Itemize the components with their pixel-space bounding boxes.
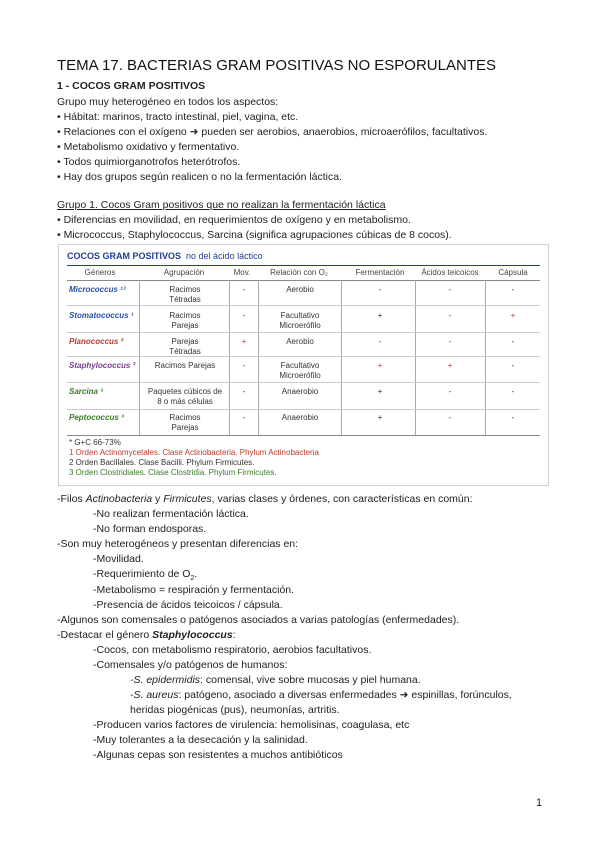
page-number: 1	[536, 797, 543, 809]
table-cell: +	[510, 311, 516, 320]
genus-cell: Peptococcus ³	[69, 413, 124, 422]
table-cell: Racimos Parejas	[169, 311, 201, 330]
table-cell: -	[242, 311, 246, 320]
table-cell: -	[242, 413, 246, 422]
table-cell: -	[378, 337, 382, 346]
table-cell: Racimos Parejas	[169, 413, 201, 432]
table-cell: -	[448, 387, 452, 396]
table-cell: Anaerobio	[281, 387, 319, 396]
intro-text: Grupo muy heterogéneo en todos los aspectos:	[57, 96, 279, 108]
table-cell: +	[377, 387, 383, 396]
group1-bullet: • Micrococcus, Staphylococcus, Sarcina (significa agrupaciones cúbicas de 8 cocos).	[57, 229, 452, 241]
col-header: Agrupación	[163, 268, 205, 277]
table-footnote: 2 Orden Bacillales. Clase Bacilli. Phylum Firmicutes.	[69, 458, 255, 467]
genus-cell: Micrococcus ¹⁾	[69, 285, 125, 294]
table-cell: -	[511, 387, 515, 396]
note-line: -Producen varios factores de virulencia: hemolisinas, coagulasa, etc	[93, 719, 410, 731]
table-cell: +	[447, 361, 453, 370]
table-cell: Aerobio	[286, 285, 314, 294]
table-cell: +	[377, 311, 383, 320]
intro-bullet: • Todos quimiorganotrofos heterótrofos.	[57, 156, 241, 168]
note-line: -Presencia de ácidos teicoicos / cápsula.	[93, 599, 283, 611]
table-cell: -	[242, 285, 246, 294]
note-line: -Algunos son comensales o patógenos asociados a varias patologías (enfermedades).	[57, 614, 460, 626]
group1-bullet: • Diferencias en movilidad, en requerimientos de oxígeno y en metabolismo.	[57, 214, 411, 226]
table-cell: -	[511, 413, 515, 422]
table-cell: Aerobio	[286, 337, 314, 346]
table-cell: -	[242, 361, 246, 370]
col-header: Géneros	[84, 268, 116, 277]
col-header: Ácidos teicoicos	[421, 268, 479, 277]
table-cell: -	[378, 285, 382, 294]
note-line: -Son muy heterogéneos y presentan diferencias en:	[57, 538, 299, 550]
note-line: -No forman endosporas.	[93, 523, 207, 535]
table-heading: COCOS GRAM POSITIVOS no del ácido láctico	[67, 251, 263, 261]
note-line: -Destacar el género Staphylococcus:	[57, 629, 236, 641]
col-header: Mov.	[233, 268, 251, 277]
note-line: -Muy tolerantes a la desecación y la salinidad.	[93, 734, 308, 746]
genus-cell: Stomatococcus ¹	[69, 311, 134, 320]
table-cell: Anaerobio	[281, 413, 319, 422]
table-cell: -	[242, 387, 246, 396]
note-line: -S. aureus: patógeno, asociado a diversas enfermedades ➜ espinillas, forúnculos,	[130, 689, 512, 701]
note-line: -S. epidermidis: comensal, vive sobre mucosas y piel humana.	[130, 674, 421, 686]
note-line: -Filos Actinobacteria y Firmicutes, varias clases y órdenes, con características en común:	[57, 493, 473, 505]
table-cell: -	[511, 285, 515, 294]
table-footnote: 3 Orden Clostridiales. Clase Clostridia. Phylum Firmicutes.	[69, 468, 277, 477]
col-header: Cápsula	[498, 268, 528, 277]
note-line: -Cocos, con metabolismo respiratorio, aerobios facultativos.	[93, 644, 372, 656]
intro-bullet: • Relaciones con el oxígeno ➜ pueden ser aerobios, anaerobios, microaerófilos, facultativos.	[57, 126, 488, 138]
note-line: -Metabolismo = respiración y fermentación.	[93, 584, 295, 596]
note-line: -Comensales y/o patógenos de humanos:	[93, 659, 288, 671]
table-cell: -	[448, 413, 452, 422]
group1-heading: Grupo 1. Cocos Gram positivos que no realizan la fermentación láctica	[57, 199, 386, 211]
note-line: -Requerimiento de $O_2$.	[93, 568, 198, 583]
table-cell: -	[511, 337, 515, 346]
table-footnote: 1 Orden Actinomycetales. Clase Actinobacteria. Phylum Actinobacteria	[69, 448, 319, 457]
table-cell: Racimos Tétradas	[169, 285, 201, 304]
note-line: -Algunas cepas son resistentes a muchos antibióticos	[93, 749, 343, 761]
table-cell: +	[241, 337, 247, 346]
intro-bullet: • Hábitat: marinos, tracto intestinal, piel, vagina, etc.	[57, 111, 299, 123]
intro-bullet: • Hay dos grupos según realicen o no la fermentación láctica.	[57, 171, 343, 183]
note-line: -No realizan fermentación láctica.	[93, 508, 249, 520]
page-title: TEMA 17. BACTERIAS GRAM POSITIVAS NO ESPORULANTES	[57, 57, 496, 74]
section-heading: 1 - COCOS GRAM POSITIVOS	[57, 80, 206, 92]
table-cell: Paquetes cúbicos de 8 o más células	[147, 387, 223, 406]
table-cell: -	[511, 361, 515, 370]
table-cell: -	[448, 285, 452, 294]
table-cell: +	[377, 361, 383, 370]
table-cell: Parejas Tétradas	[169, 337, 201, 356]
table-cell: -	[448, 337, 452, 346]
table-cell: Racimos Parejas	[154, 361, 216, 370]
note-line: heridas piogénicas (pus), neumonías, artritis.	[130, 704, 340, 716]
intro-bullet: • Metabolismo oxidativo y fermentativo.	[57, 141, 240, 153]
col-header: Fermentación	[355, 268, 405, 277]
table-cell: Facultativo Microerófilo	[279, 311, 321, 330]
table-cell: -	[448, 311, 452, 320]
table-cell: +	[377, 413, 383, 422]
note-line: -Movilidad.	[93, 553, 144, 565]
genus-cell: Staphylococcus ²	[69, 361, 136, 370]
table-cell: Facultativo Microerófilo	[279, 361, 321, 380]
genus-cell: Planococcus ²	[69, 337, 124, 346]
classification-table	[58, 244, 549, 486]
col-header: Relación con O₂	[270, 268, 328, 277]
genus-cell: Sarcina ³	[69, 387, 103, 396]
table-footnote: * G+C 66-73%	[69, 438, 121, 447]
